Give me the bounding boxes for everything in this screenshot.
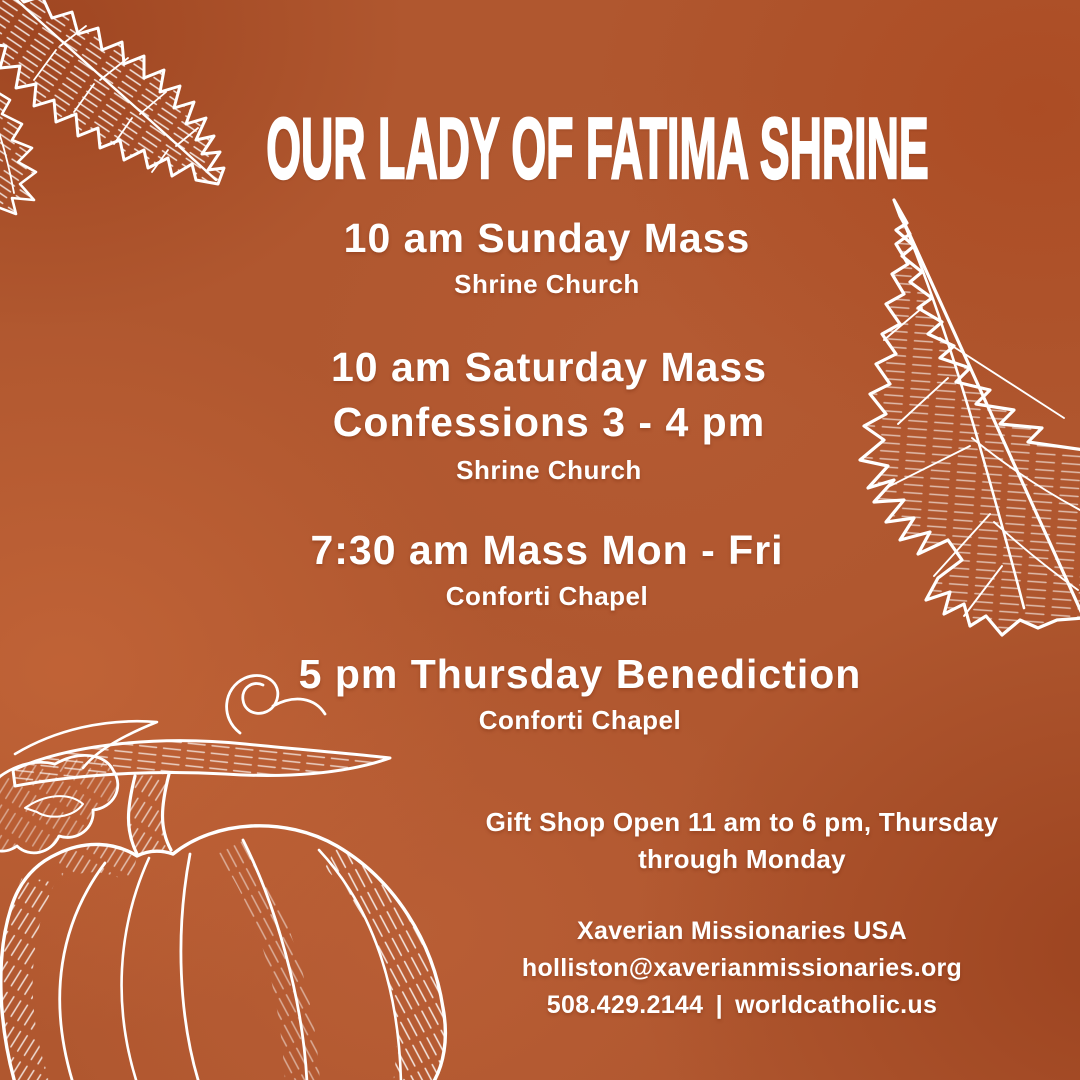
website-url: worldcatholic.us <box>735 991 938 1019</box>
autumn-leaf-right-icon <box>852 188 1080 643</box>
organization-name: Xaverian Missionaries USA <box>577 917 907 945</box>
benediction-time: 5 pm Thursday Benediction <box>298 651 862 697</box>
mass-time: 10 am Saturday Mass <box>330 344 768 390</box>
gift-shop-hours <box>486 804 999 878</box>
confessions-time: Confessions 3 - 4 pm <box>332 399 766 445</box>
poster-title: OUR LADY OF FATIMA SHRINE <box>266 101 929 197</box>
mass-location: Conforti Chapel <box>478 705 682 735</box>
gift-shop-hours-line1: Gift Shop Open 11 am to 6 pm, Thursday <box>485 807 999 837</box>
phone-number: 508.429.2144 <box>546 991 704 1019</box>
email-address: holliston@xaverianmissionaries.org <box>521 954 963 982</box>
schedule-entry-benediction <box>299 648 862 737</box>
schedule-entry-weekday <box>310 524 783 613</box>
mass-location: Shrine Church <box>456 455 642 485</box>
contact-info <box>522 913 962 1024</box>
autumn-leaf-top-left-icon <box>0 0 242 228</box>
gift-shop-hours-line2: through Monday <box>638 844 846 874</box>
schedule-entry-sunday <box>344 212 751 301</box>
schedule-entry-saturday <box>331 340 767 487</box>
mass-location: Shrine Church <box>454 269 640 299</box>
mass-time: 10 am Sunday Mass <box>343 215 751 261</box>
mass-time: 7:30 am Mass Mon - Fri <box>310 527 784 573</box>
separator: | <box>715 991 723 1019</box>
phone-website-line <box>522 987 962 1024</box>
mass-location: Conforti Chapel <box>445 581 649 611</box>
